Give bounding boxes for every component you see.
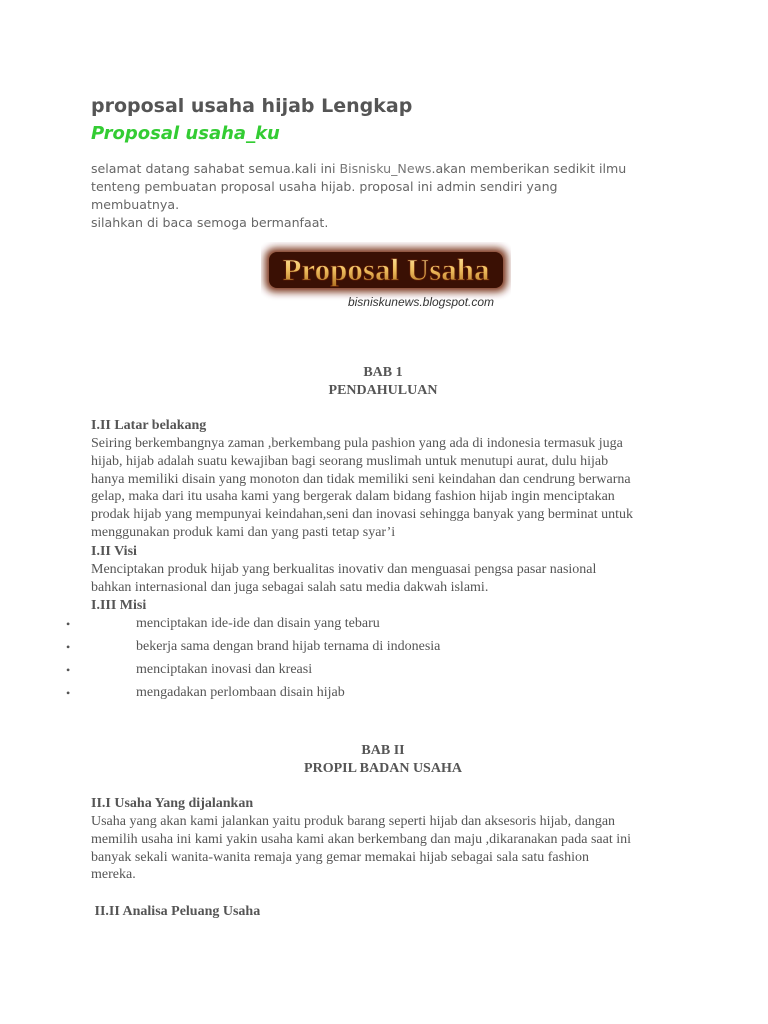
banner-url: bisniskunews.blogspot.com <box>347 295 495 309</box>
misi-item-text: mengadakan perlombaan disain hijab <box>136 685 345 700</box>
section-misi-heading: I.III Misi <box>91 598 147 613</box>
post-subtitle: Proposal usaha_ku <box>91 123 280 144</box>
latar-line: Seiring berkembangnya zaman ,berkembang pula pashion yang ada di indonesia termasuk juga <box>91 436 623 451</box>
section-usaha-body <box>91 813 681 884</box>
latar-line: hijab, hijab adalah suatu kewajiban bagi seorang muslimah untuk menutupi aurat, dulu hijab <box>91 453 609 469</box>
intro-line-4: silahkan di baca semoga bermanfaat. <box>91 215 329 230</box>
usaha-line: banyak sekali wanita-wanita remaja yang gemar memakai hijab sebagai sala satu fashion <box>91 849 589 865</box>
intro-line-1-end: .akan memberikan sedikit ilmu <box>431 161 627 176</box>
visi-line: Menciptakan produk hijab yang berkualitas inovativ dan menguasai pengsa pasar nasional <box>91 562 597 577</box>
misi-item-text: menciptakan inovasi dan kreasi <box>136 662 313 677</box>
visi-line: bahkan internasional dan juga sebagai salah satu media dakwah islami. <box>91 579 489 595</box>
section-visi-heading: I.II Visi <box>91 544 137 559</box>
chapter-2-title: PROPIL BADAN USAHA <box>304 761 462 776</box>
blog-name-link[interactable]: Bisnisku_News <box>339 161 432 176</box>
section-visi-body <box>91 561 681 597</box>
intro-line-3: membuatnya. <box>91 197 180 212</box>
chapter-2-label: BAB II <box>361 743 405 758</box>
chapter-1-title: PENDAHULUAN <box>328 383 438 398</box>
bullet-icon: • <box>66 686 71 700</box>
intro-line-2: tenteng pembuatan proposal usaha hijab. proposal ini admin sendiri yang <box>91 179 558 194</box>
misi-item-text: menciptakan ide-ide dan disain yang tebaru <box>136 616 380 631</box>
usaha-line: memilih usaha ini kami yakin usaha kami akan berkembang dan maju ,dikaranakan pada saat ini <box>91 831 631 847</box>
intro-paragraph <box>91 160 671 232</box>
proposal-usaha-banner <box>261 242 511 314</box>
usaha-line: Usaha yang akan kami jalankan yaitu produk barang seperti hijab dan aksesoris hijab, dangan <box>91 814 616 829</box>
usaha-line: mereka. <box>91 867 136 883</box>
document-page <box>66 92 691 919</box>
intro-line-1-text: selamat datang sahabat semua.kali ini <box>91 161 340 176</box>
section-analisa-heading: II.II Analisa Peluang Usaha <box>91 904 261 919</box>
banner-title: Proposal Usaha <box>282 252 490 287</box>
latar-line: gelap, maka dari itu usaha kami yang bergerak dalam bidang fashion hijab ingin menciptakan <box>91 489 615 505</box>
bullet-icon: • <box>66 617 71 631</box>
latar-line: prodak hijab yang mempunyai keindahan,seni dan inovasi sehingga banyak yang berminat untuk <box>91 507 633 523</box>
section-usaha-heading: II.I Usaha Yang dijalankan <box>91 796 254 811</box>
intro-line-1 <box>91 160 671 178</box>
section-latar-heading: I.II Latar belakang <box>91 418 207 433</box>
bullet-icon: • <box>66 663 71 677</box>
post-title: proposal usaha hijab Lengkap <box>91 95 413 117</box>
chapter-1-label: BAB 1 <box>363 365 403 380</box>
section-latar-body <box>91 435 681 542</box>
bullet-icon: • <box>66 640 71 654</box>
latar-line: menggunakan produk kami dan yang pasti tetap syar’i <box>91 524 396 540</box>
misi-item-text: bekerja sama dengan brand hijab ternama di indonesia <box>136 639 441 654</box>
latar-line: hanya memiliki disain yang monoton dan tidak memiliki seni keindahan dan cendrung berwarna <box>91 471 631 487</box>
